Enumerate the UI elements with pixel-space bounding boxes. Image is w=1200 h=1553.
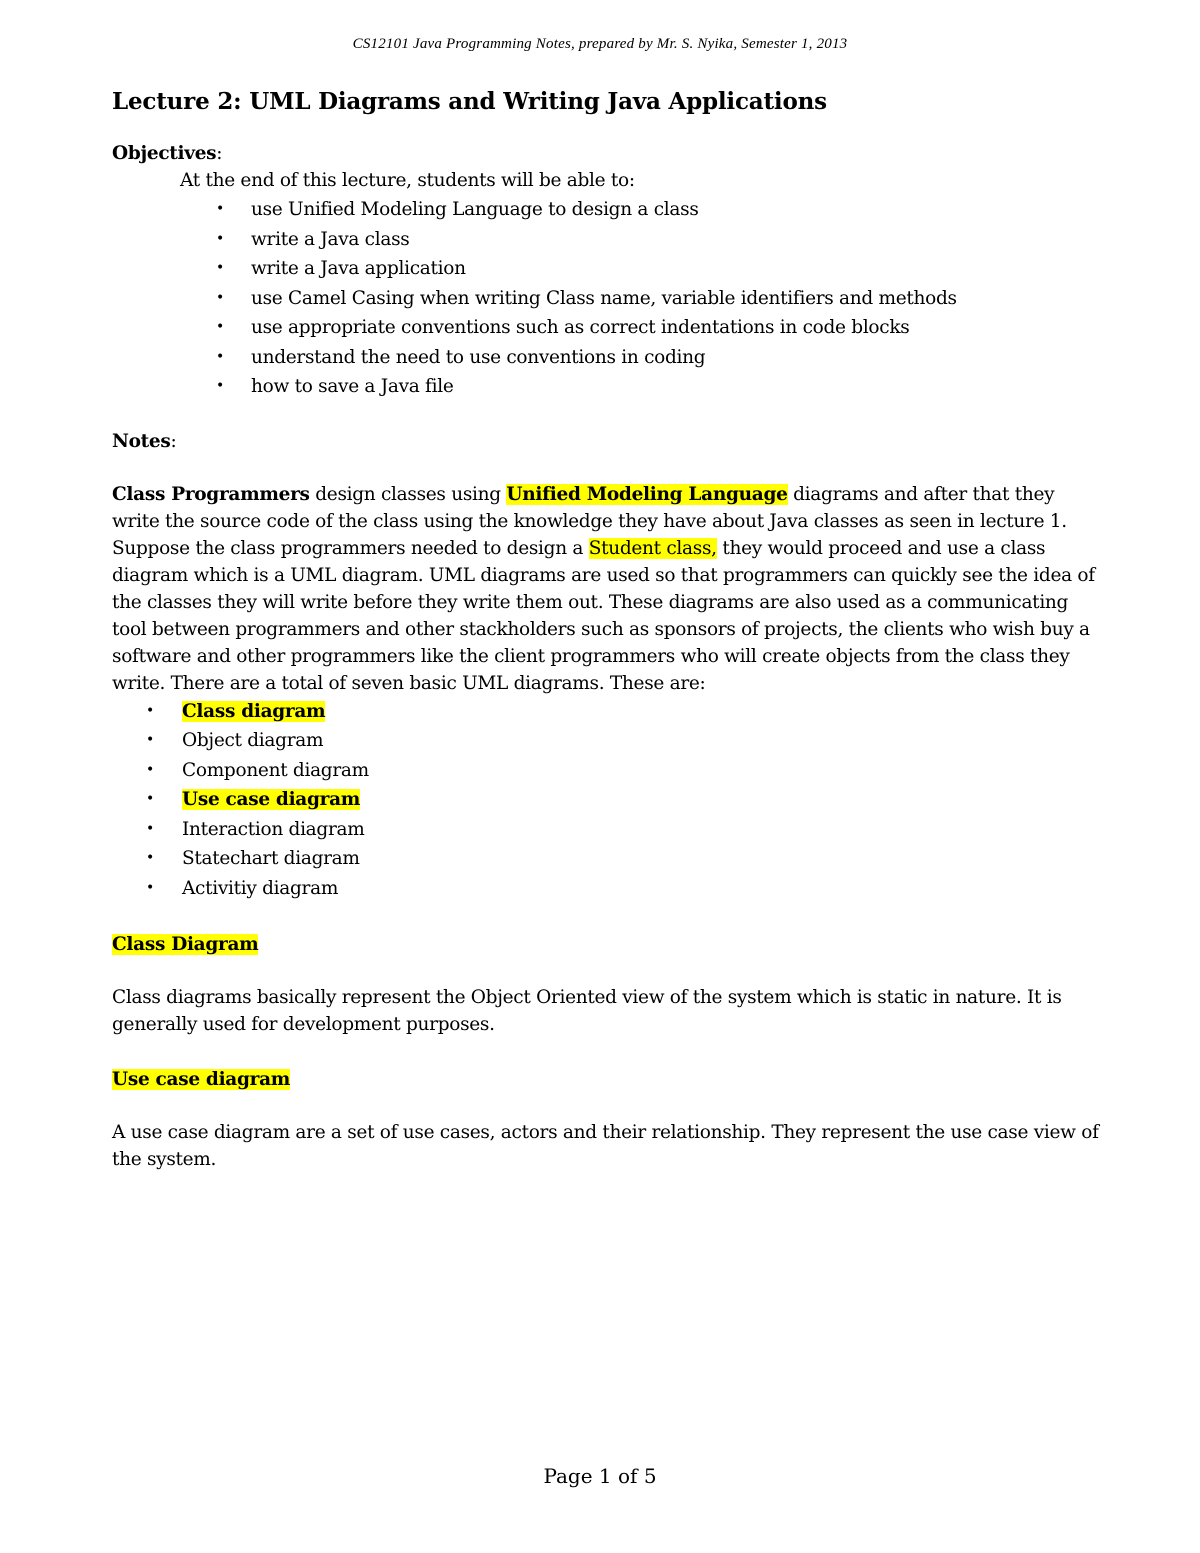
- uml-diagram-label: Interaction diagram: [182, 818, 365, 840]
- bullet-icon: •: [146, 791, 154, 807]
- uml-diagram-item: [112, 815, 1102, 845]
- objectives-intro: At the end of this lecture, students will be able to:: [180, 170, 635, 191]
- bullet-icon: •: [146, 850, 154, 866]
- objective-item: [112, 254, 1102, 284]
- objective-text: use appropriate conventions such as correct indentations in code blocks: [251, 317, 910, 338]
- highlighted-term: Unified Modeling Language: [506, 483, 788, 505]
- use-case-heading-text: Use case diagram: [112, 1069, 291, 1090]
- uml-diagram-label: Activitiy diagram: [182, 877, 339, 899]
- paragraph-bold-lead: Class Programmers: [112, 483, 310, 505]
- bullet-icon: •: [216, 260, 224, 276]
- paragraph-text: design classes using: [309, 483, 507, 505]
- objective-text: understand the need to use conventions in coding: [251, 346, 706, 368]
- class-diagram-text: Class diagrams basically represent the Object Oriented view of the system which is static in nature. It is generally used for development purposes.: [112, 987, 1062, 1035]
- bullet-icon: •: [146, 820, 154, 837]
- uml-diagram-label: Object diagram: [182, 730, 324, 751]
- uml-diagram-item: [112, 756, 1102, 786]
- objectives-colon: :: [216, 143, 223, 164]
- uml-diagram-item: [112, 874, 1102, 904]
- objective-text: how to save a Java file: [251, 376, 454, 397]
- uml-diagram-label: Statechart diagram: [182, 848, 360, 869]
- class-programmers-paragraph: [112, 481, 1102, 697]
- notes-label-text: Notes: [112, 430, 171, 452]
- page-number: Page 1 of 5: [543, 1464, 657, 1488]
- uml-diagram-list: [112, 697, 1102, 904]
- page-content: [112, 86, 1102, 1173]
- uml-diagram-label: Use case diagram: [182, 789, 361, 810]
- objective-text: use Camel Casing when writing Class name, variable identifiers and methods: [251, 287, 957, 309]
- objective-item: [112, 313, 1102, 343]
- objective-text: write a Java class: [251, 228, 410, 250]
- notes-colon: :: [170, 430, 177, 452]
- uml-diagram-label: Component diagram: [182, 759, 369, 781]
- bullet-icon: •: [216, 319, 224, 335]
- objective-item: [112, 284, 1102, 314]
- use-case-text: A use case diagram are a set of use cases, actors and their relationship. They represent the use case view of the system.: [112, 1122, 1099, 1170]
- objective-text: use Unified Modeling Language to design a class: [251, 199, 699, 220]
- highlighted-term: Student class,: [588, 537, 717, 559]
- objectives-label: [112, 140, 1102, 167]
- uml-diagram-item: [112, 697, 1102, 727]
- paragraph-text: they would proceed and use a class diagram which is a UML diagram. UML diagrams are used so that programmers can quickly see the idea of the classes they will write before they write them out. These diagrams are also used as a communicating tool between programmers and other stackholders such as sponsors of projects, the clients who wish buy a software and other programmers like the client programmers who will create objects from the class they write. There are a total of seven basic UML diagrams. These are:: [112, 537, 1095, 694]
- bullet-icon: •: [216, 201, 224, 217]
- bullet-icon: •: [216, 348, 224, 365]
- objective-text: write a Java application: [251, 258, 466, 279]
- uml-diagram-item: [112, 785, 1102, 815]
- class-diagram-heading-text: Class Diagram: [112, 934, 259, 955]
- uml-diagram-label: Class diagram: [182, 700, 326, 722]
- bullet-icon: •: [216, 289, 224, 306]
- bullet-icon: •: [146, 879, 154, 896]
- bullet-icon: •: [146, 702, 154, 719]
- paragraph-text: diagrams and after that they write the source code of the class using the knowledge they have about Java classes as seen in lecture 1. Suppose the class programmers needed to design a: [112, 483, 1067, 559]
- objectives-list: [112, 195, 1102, 402]
- objective-item: [112, 225, 1102, 255]
- notes-label: [112, 428, 1102, 455]
- lecture-title: Lecture 2: UML Diagrams and Writing Java Applications: [112, 88, 827, 115]
- bullet-icon: •: [146, 732, 154, 748]
- bullet-icon: •: [216, 378, 224, 394]
- uml-diagram-item: [112, 726, 1102, 756]
- uml-diagram-item: [112, 844, 1102, 874]
- use-case-heading: [112, 1066, 1102, 1093]
- objective-item: [112, 372, 1102, 402]
- class-diagram-heading: [112, 931, 1102, 958]
- bullet-icon: •: [216, 230, 224, 247]
- running-header: CS12101 Java Programming Notes, prepared by Mr. S. Nyika, Semester 1, 2013: [352, 36, 848, 52]
- objective-item: [112, 195, 1102, 225]
- objectives-label-text: Objectives: [112, 143, 217, 164]
- objective-item: [112, 343, 1102, 373]
- bullet-icon: •: [146, 761, 154, 778]
